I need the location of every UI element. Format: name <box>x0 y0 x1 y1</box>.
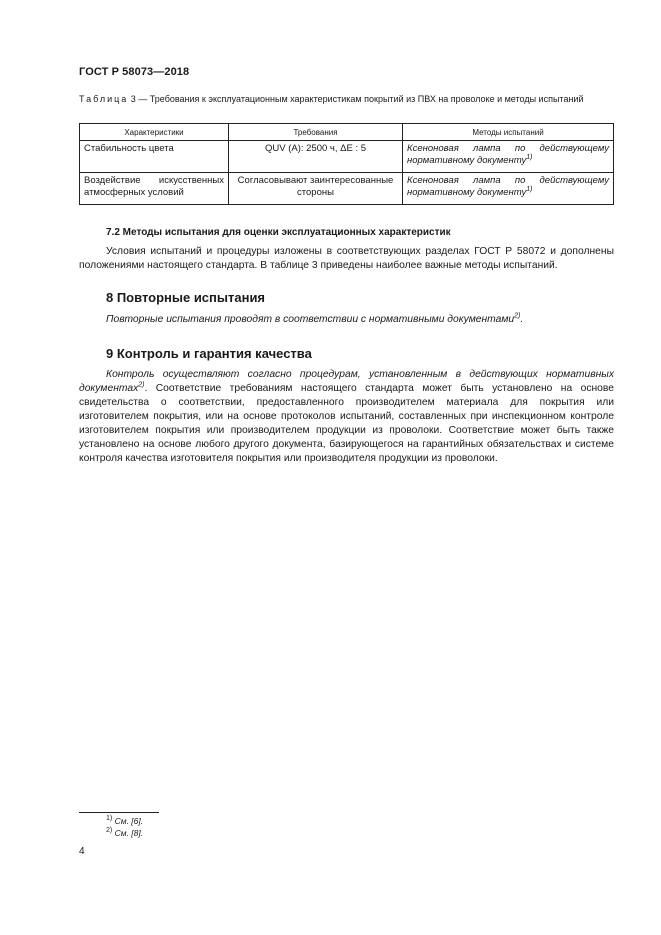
page-number: 4 <box>79 846 85 857</box>
section-8-tail: . <box>520 314 524 325</box>
section-9-text: . Соответствие требованиям настоящего стандарта может быть установлено на основе свидетельства о соответствии, предоставленного производителем материала для покрытия или изготовителем покрытия, или на основе протоколов испытаний, составленных при инспекционном контроле изготовителем покрытия или производителем продукции из проволоки. Соответствие может быть также установлено на основе любого другого документа, базирующегося на гарантийных обязательствах и системе контроля качества изготовителя покрытия или производителя продукции из проволоки. <box>79 383 614 464</box>
document-header: ГОСТ Р 58073—2018 <box>79 66 190 78</box>
column-header-characteristics: Характеристики <box>80 124 229 141</box>
cell-method <box>403 173 614 205</box>
cell-method-text: Ксеноновая лампа по действующему нормативному документу <box>407 143 609 166</box>
footnote-text: См. [8]. <box>114 828 144 838</box>
section-8-paragraph <box>79 313 614 327</box>
section-8-heading: 8 Повторные испытания <box>106 290 266 305</box>
column-header-requirements: Требования <box>229 124 403 141</box>
footnote-ref: 1) <box>526 153 533 161</box>
cell-method-text: Ксеноновая лампа по действующему нормативному документу <box>407 175 609 198</box>
section-9-paragraph <box>79 368 614 466</box>
section-9-italic-text: Контроль осуществляют согласно процедурам, установленным в действующих нормативных документах <box>79 369 614 394</box>
table-row <box>80 173 614 205</box>
requirements-table <box>79 123 614 205</box>
footnote-ref: 2) <box>138 381 145 389</box>
footnote-ref: 2) <box>514 312 521 320</box>
cell-requirement: Согласовывают заинтересованные стороны <box>229 173 403 205</box>
footnote-ref: 1) <box>526 185 533 193</box>
table-header-row <box>80 124 614 141</box>
section-7-2-paragraph <box>79 245 614 273</box>
table-caption <box>79 93 613 105</box>
cell-requirement: QUV (A): 2500 ч, ΔE : 5 <box>229 141 403 173</box>
footnote-text: См. [6]. <box>114 816 144 826</box>
cell-method <box>403 141 614 173</box>
section-8-text: Повторные испытания проводят в соответствии с нормативными документами <box>106 314 515 325</box>
footnote-divider <box>79 812 159 813</box>
table-row <box>80 141 614 173</box>
table-caption-text: 3 — Требования к эксплуатационным характеристикам покрытий из ПВХ на проволоке и методы испытаний <box>128 94 584 104</box>
footnote-number: 2) <box>106 827 113 835</box>
table-caption-prefix: Таблица <box>79 94 129 104</box>
cell-characteristic: Воздействие искусственных атмосферных условий <box>80 173 229 205</box>
footnote-number: 1) <box>106 815 113 823</box>
section-9-heading: 9 Контроль и гарантия качества <box>106 346 312 361</box>
section-7-2-text: Условия испытаний и процедуры изложены в соответствующих разделах ГОСТ Р 58072 и дополнены положениями настоящего стандарта. В таблице 3 приведены наиболее важные методы испытаний. <box>79 246 614 271</box>
column-header-methods: Методы испытаний <box>403 124 614 141</box>
cell-characteristic: Стабильность цвета <box>80 141 229 173</box>
footnote-1 <box>106 816 143 826</box>
section-7-2-heading: 7.2 Методы испытания для оценки эксплуатационных характеристик <box>106 227 451 238</box>
footnote-2 <box>106 828 143 838</box>
